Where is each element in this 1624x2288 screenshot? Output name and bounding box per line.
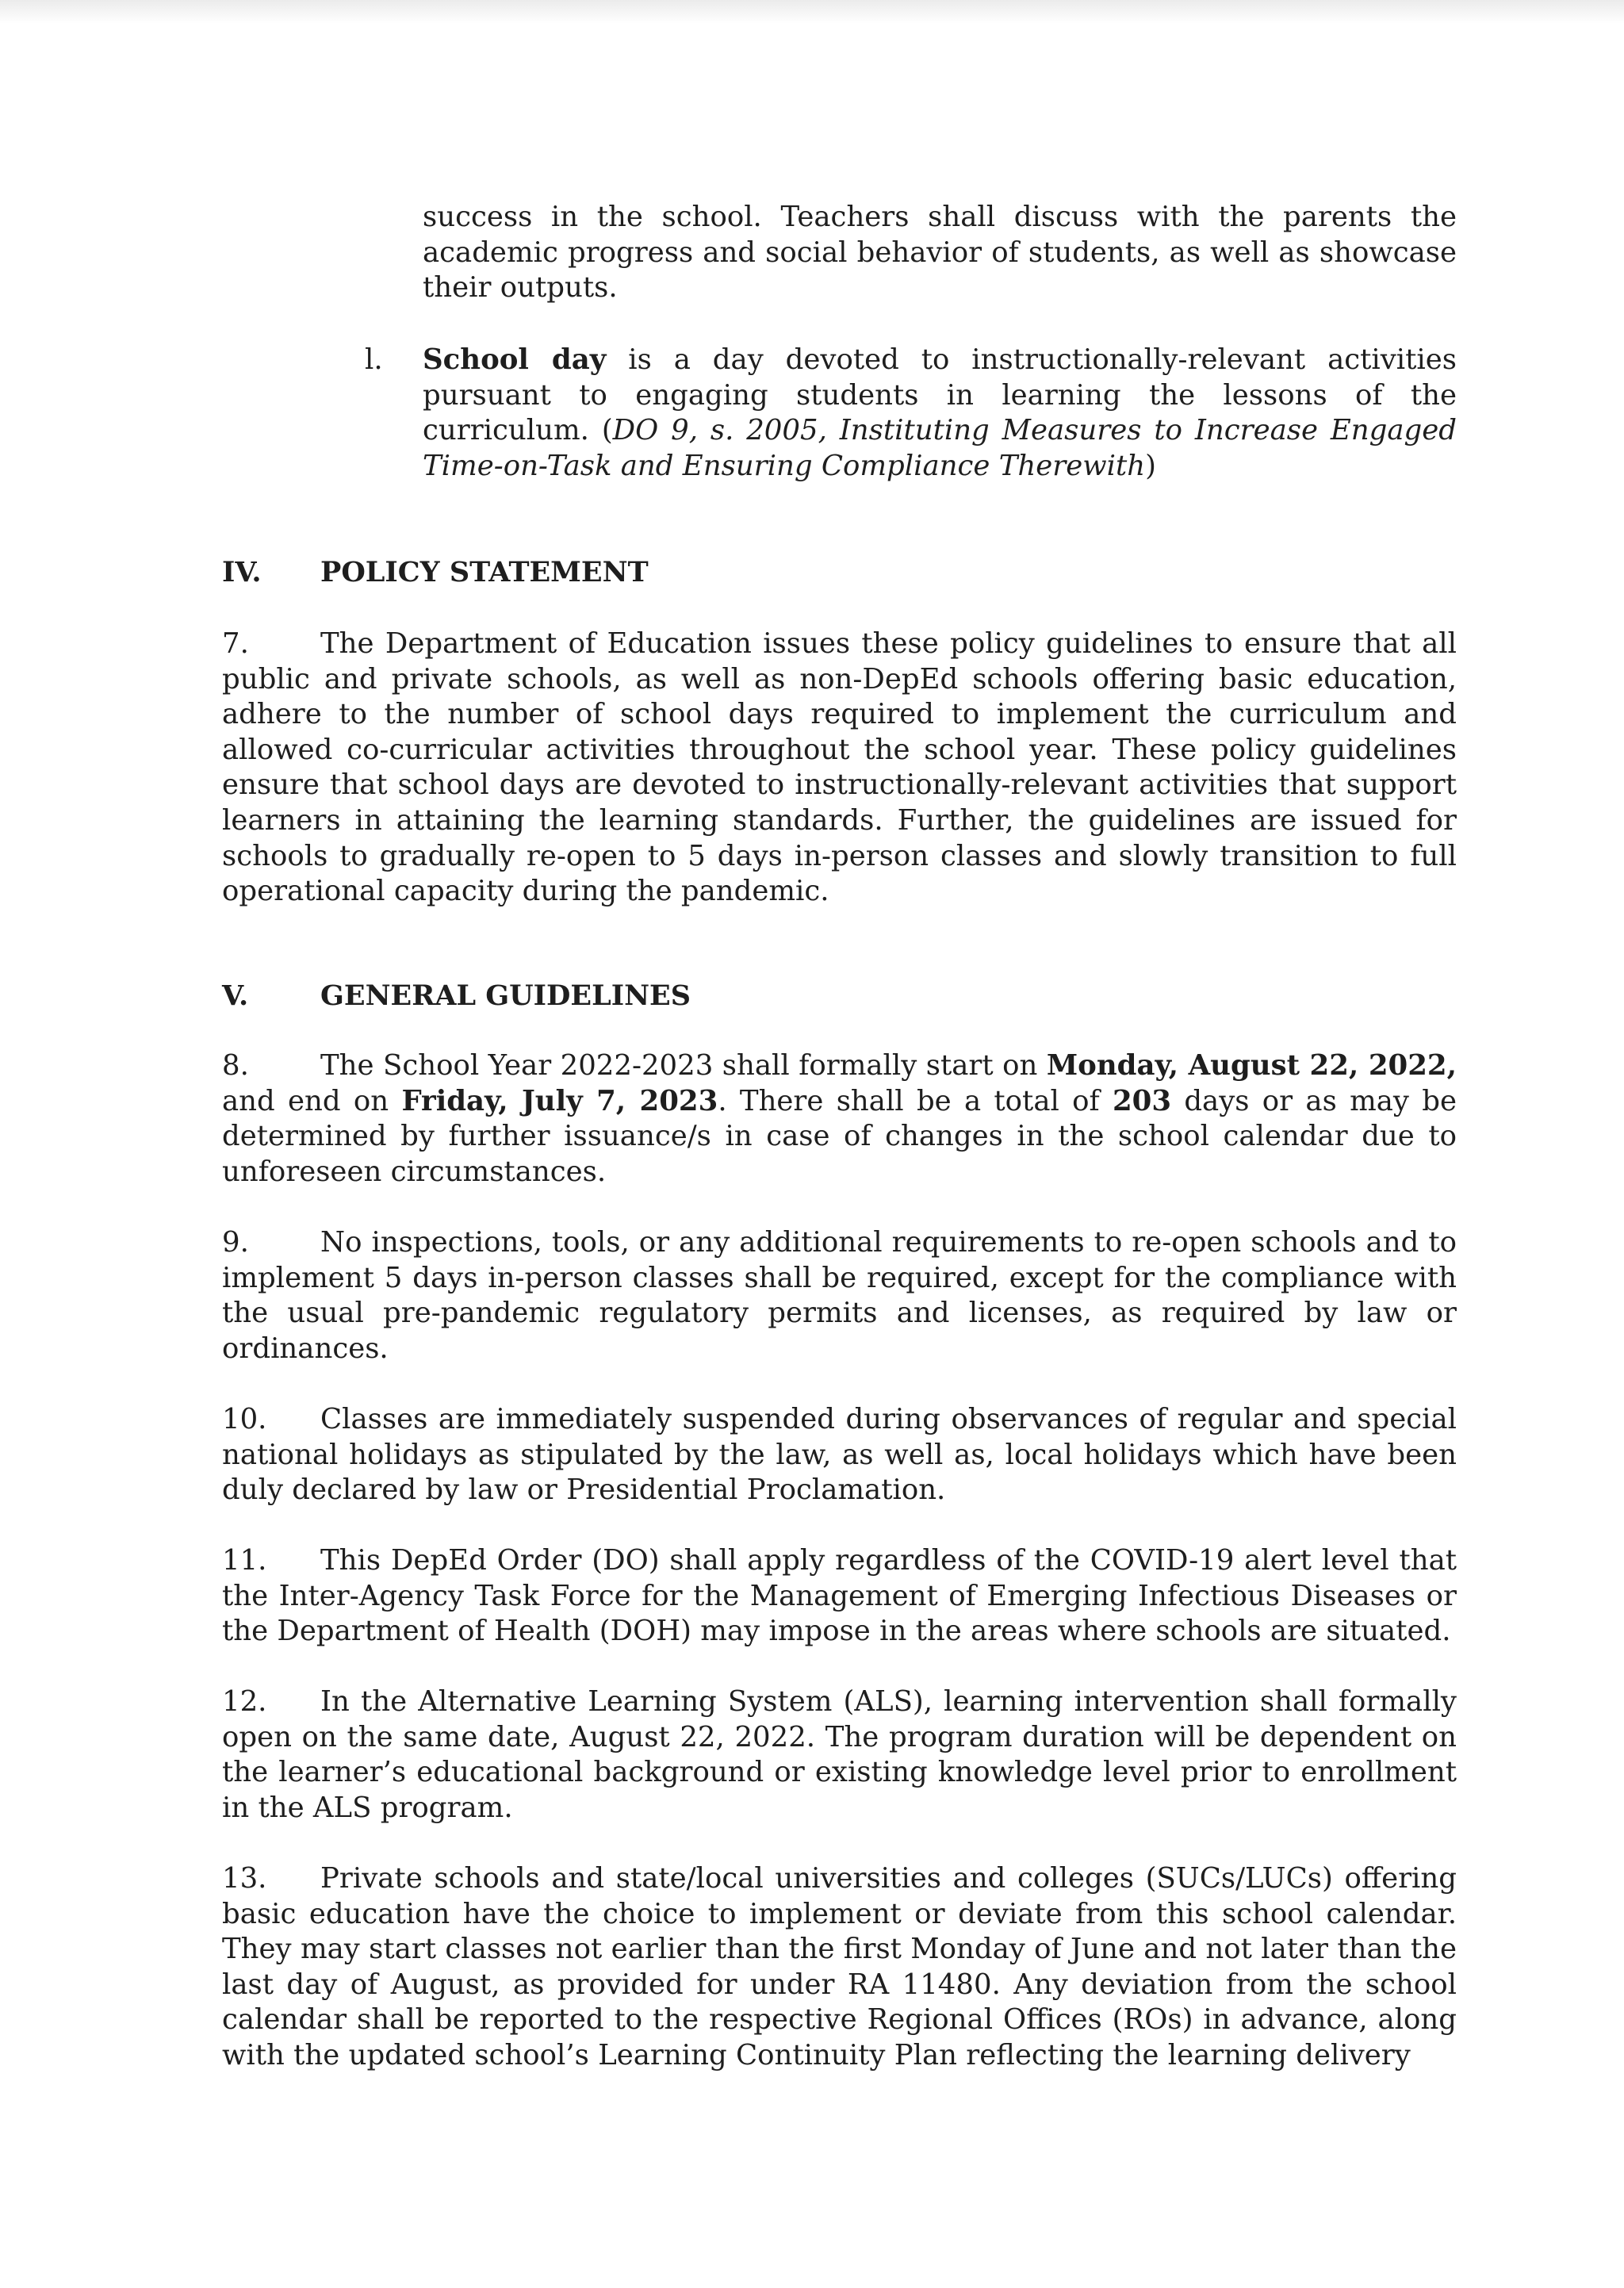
- scan-shadow: [0, 0, 1624, 24]
- paragraph-11-text: This DepEd Order (DO) shall apply regardless of the COVID-19 alert level that the Inter-Agency Task Force for the Management of Emerging Infectious Diseases or the Department of Health (DOH) may impose in the areas where schools are situated.: [222, 1544, 1457, 1648]
- paragraph-7: [222, 627, 1457, 910]
- paragraph-12: [222, 1684, 1457, 1826]
- paragraph-13: [222, 1861, 1457, 2074]
- paragraph-10: [222, 1402, 1457, 1508]
- paragraph-11-number: 11.: [222, 1544, 267, 1577]
- paragraph-8: [222, 1048, 1457, 1190]
- paragraph-8-part2: and end on: [222, 1084, 402, 1117]
- paragraph-13-text: Private schools and state/local universities and colleges (SUCs/LUCs) offering basic education have the choice to implement or deviate from this school calendar. They may start classes not earlier than the first Monday of June and not later than the last day of August, as provided for under RA 11480. Any deviation from the school calendar shall be reported to the respective Regional Offices (ROs) in advance, along with the updated school’s Learning Continuity Plan reflecting the learning delivery: [222, 1862, 1457, 2071]
- paragraph-7-number: 7.: [222, 627, 249, 660]
- paragraph-8-part3: . There shall be a total of: [718, 1084, 1113, 1117]
- paragraph-9-text: No inspections, tools, or any additional requirements to re-open schools and to implement 5 days in-person classes shall be required, except for the compliance with the usual pre-pandemic regulatory permits and licenses, as required by law or ordinances.: [222, 1226, 1457, 1365]
- paragraph-10-number: 10.: [222, 1403, 267, 1435]
- section-v-title: GENERAL GUIDELINES: [320, 979, 691, 1012]
- definition-l: [423, 343, 1457, 484]
- definition-l-text: is a day devoted to instructionally-relevant activities pursuant to engaging students in learning the lessons of the curriculum. (: [423, 343, 1457, 447]
- definition-l-citation: DO 9, s. 2005, Instituting Measures to Increase Engaged Time-on-Task and Ensuring Compliance Therewith: [423, 414, 1457, 482]
- paragraph-9-number: 9.: [222, 1226, 249, 1259]
- paragraph-8-number: 8.: [222, 1049, 249, 1082]
- paragraph-8-start-date: Monday, August 22, 2022,: [1046, 1049, 1457, 1082]
- definition-l-term: School day: [423, 343, 607, 376]
- paragraph-13-number: 13.: [222, 1862, 267, 1895]
- paragraph-7-text: The Department of Education issues these policy guidelines to ensure that all public and private schools, as well as non-DepEd schools offering basic education, adhere to the number of school days required to implement the curriculum and allowed co-curricular activities throughout the school year. These policy guidelines ensure that school days are devoted to instructionally-relevant activities that support learners in attaining the learning standards. Further, the guidelines are issued for schools to gradually re-open to 5 days in-person classes and slowly transition to full operational capacity during the pandemic.: [222, 627, 1457, 908]
- paragraph-8-total-days: 203: [1112, 1084, 1172, 1117]
- section-v-number: V.: [222, 979, 249, 1012]
- definition-l-number: l.: [365, 343, 383, 376]
- paragraph-10-text: Classes are immediately suspended during observances of regular and special national holidays as stipulated by the law, as well as, local holidays which have been duly declared by law or Presidential Proclamation.: [222, 1403, 1457, 1507]
- paragraph-8-part4: days or as may be determined by further issuance/s in case of changes in the school calendar due to unforeseen circumstances.: [222, 1084, 1457, 1188]
- paragraph-12-text: In the Alternative Learning System (ALS), learning intervention shall formally open on the same date, August 22, 2022. The program duration will be dependent on the learner’s educational background or existing knowledge level prior to enrollment in the ALS program.: [222, 1685, 1457, 1824]
- definition-l-closing: ): [1145, 449, 1156, 482]
- continued-paragraph: [423, 200, 1457, 306]
- section-iv-number: IV.: [222, 556, 262, 588]
- paragraph-9: [222, 1225, 1457, 1366]
- continued-paragraph-text: success in the school. Teachers shall discuss with the parents the academic progress and social behavior of students, as well as showcase their outputs.: [423, 201, 1457, 305]
- section-iv-title: POLICY STATEMENT: [320, 556, 649, 588]
- paragraph-8-end-date: Friday, July 7, 2023: [401, 1084, 718, 1117]
- paragraph-12-number: 12.: [222, 1685, 267, 1718]
- paragraph-8-part1: The School Year 2022-2023 shall formally start on: [320, 1049, 1047, 1082]
- paragraph-11: [222, 1543, 1457, 1650]
